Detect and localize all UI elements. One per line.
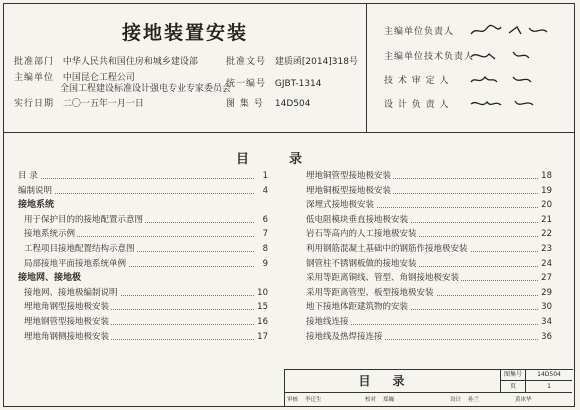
toc-item-page: 27	[539, 271, 552, 286]
signature-image	[469, 24, 559, 38]
toc-item-page: 30	[539, 300, 552, 315]
toc-item-page: 23	[539, 242, 552, 257]
title-block-signoff	[285, 393, 572, 407]
unified-number	[226, 79, 322, 90]
toc-item-title: 用于保护目的的接地配置示意图	[18, 215, 145, 225]
toc-item-title: 地下接地体距建筑物的安装	[306, 302, 409, 313]
meta-value: GJBT-1314	[274, 79, 322, 89]
toc-item[interactable]	[18, 300, 268, 315]
toc-item[interactable]	[18, 315, 268, 330]
toc-item[interactable]	[18, 184, 268, 199]
toc-left-column	[18, 169, 268, 344]
toc-item-page: 15	[255, 300, 268, 315]
toc-item-page: 8	[261, 242, 268, 257]
toc-item-page: 29	[539, 286, 552, 301]
atlas-code-label: 图集号	[501, 370, 526, 381]
toc-item-title: 接地网、接地极编制说明	[18, 288, 120, 298]
approval-dept	[14, 57, 198, 68]
toc-item[interactable]	[306, 330, 552, 345]
toc-item-title: 埋地角钢侧接地极安装	[18, 332, 111, 342]
toc-item-title: 埋地铜板型接地极安装	[306, 185, 392, 196]
toc-item-title: 钢管柱不锈钢板做的接地安装	[306, 258, 417, 269]
toc-item-title: 低电阻模块垂直接地极安装	[306, 214, 409, 225]
toc-section-heading: 接地系统	[18, 200, 55, 211]
signature-image	[469, 97, 559, 111]
toc-item-title: 接地系统示例	[18, 229, 77, 239]
toc-item-page: 10	[255, 286, 268, 301]
toc-item-title: 埋地钢管型接地极安装	[18, 317, 111, 327]
resp-row	[384, 24, 559, 38]
signature-image	[469, 73, 559, 87]
toc-item[interactable]	[306, 213, 552, 228]
toc-item-page: 16	[255, 315, 268, 330]
page-number: 1	[526, 381, 572, 393]
meta-key: 批准文号	[226, 57, 267, 67]
toc-item[interactable]	[18, 242, 268, 257]
toc-item[interactable]	[18, 227, 268, 242]
title-block	[284, 369, 573, 407]
toc-item[interactable]	[306, 169, 552, 184]
resp-label: 主编单位技术负责人	[384, 51, 475, 62]
toc-item[interactable]	[306, 300, 552, 315]
document-title: 接地装置安装	[121, 22, 248, 44]
toc-item-page: 20	[539, 198, 552, 213]
toc-item[interactable]	[18, 169, 268, 184]
toc-item-page: 22	[539, 227, 552, 242]
header	[4, 4, 574, 133]
toc-item[interactable]	[18, 330, 268, 345]
toc-item[interactable]	[306, 242, 552, 257]
toc-item-page: 34	[539, 315, 552, 330]
toc-item[interactable]	[306, 257, 552, 272]
meta-key: 主编单位	[14, 73, 55, 83]
toc-item-page: 17	[255, 330, 268, 345]
resp-label: 主编单位负责人	[384, 26, 455, 37]
atlas-number	[226, 99, 310, 110]
toc-item[interactable]	[306, 271, 552, 286]
header-left	[4, 4, 367, 132]
toc-item-title: 接地线连接	[306, 316, 349, 327]
resp-label: 技 术 审 定 人	[384, 75, 450, 86]
signoff-name: 孙兰	[468, 397, 480, 403]
toc-item-page: 9	[261, 257, 268, 272]
toc-item-page: 19	[539, 184, 552, 199]
toc-item[interactable]	[306, 315, 552, 330]
meta-key: 图 集 号	[226, 99, 264, 109]
signoff-role: 设计	[450, 397, 462, 403]
toc-item-page: 6	[261, 213, 268, 228]
editor-unit	[14, 73, 231, 95]
meta-value: 建质函[2014]318号	[274, 57, 358, 67]
meta-value: 中华人民共和国住房和城乡建设部	[62, 57, 198, 67]
toc-item-title: 采用等距离管型、板型接地极安装	[306, 287, 434, 298]
toc-item-page: 21	[539, 213, 552, 228]
toc-item-page: 4	[261, 184, 268, 199]
resp-row	[384, 49, 559, 63]
toc-item[interactable]	[306, 184, 552, 199]
effective-date	[14, 99, 144, 110]
atlas-code: 14D504	[526, 370, 572, 381]
toc-item-page: 36	[539, 330, 552, 345]
meta-value-2: 全国工程建设标准设计强电专业专家委员会	[60, 84, 232, 94]
toc-item-page: 24	[539, 257, 552, 272]
toc-section-heading: 接地网、接地极	[18, 273, 82, 284]
signoff-name: 黄冰华	[515, 397, 532, 403]
toc-item[interactable]	[18, 213, 268, 228]
toc-item-title: 采用等距离铜线、管型、角钢接地极安装	[306, 273, 460, 284]
toc-item[interactable]	[306, 286, 552, 301]
toc-item-title: 工程项目接地配置结构示意图	[18, 244, 137, 254]
approval-number	[226, 57, 358, 68]
toc-item[interactable]	[306, 198, 552, 213]
signoff-role: 审核	[287, 397, 299, 403]
toc-item-title: 埋地角钢型接地极安装	[18, 302, 111, 312]
toc-item-title: 编制说明	[18, 185, 53, 196]
meta-value: 二〇一五年一月一日	[62, 99, 144, 109]
toc-item-page: 1	[261, 169, 268, 184]
drawing-sheet	[3, 3, 575, 407]
toc-item[interactable]	[306, 227, 552, 242]
resp-row	[384, 97, 559, 111]
responsibility-block	[366, 4, 574, 132]
toc-item[interactable]	[18, 257, 268, 272]
toc-item-page: 7	[261, 227, 268, 242]
page-label: 页	[501, 381, 526, 393]
title-block-title: 目录	[285, 370, 501, 393]
meta-value: 14D504	[274, 99, 311, 109]
toc-item-title: 埋地铜管型接地极安装	[306, 171, 392, 181]
toc-item-title: 岩石等高内的人工接地极安装	[306, 229, 417, 240]
meta-key: 统一编号	[226, 79, 267, 89]
signature-image	[469, 49, 559, 63]
toc-item-title: 深埋式接地极安装	[306, 200, 375, 211]
meta-value: 中国昆仑工程公司	[62, 73, 135, 83]
resp-row	[384, 73, 559, 87]
toc-item-title: 接地线及热焊接连接	[306, 331, 383, 342]
toc-item-title: 目 录	[18, 171, 38, 181]
toc-item-title: 利用钢筋混凝土基础中的钢筋作接地极安装	[306, 243, 468, 254]
signoff-name: 郑巍	[383, 397, 395, 403]
toc-right-column	[306, 169, 552, 344]
meta-key: 批准部门	[14, 57, 55, 67]
toc-item-title: 局部接地平面接地系统单例	[18, 259, 128, 269]
resp-label: 设 计 负 责 人	[384, 99, 450, 110]
signoff-name: 李迁生	[305, 397, 322, 403]
toc-item-page: 18	[539, 169, 552, 184]
toc-title: 目录	[235, 152, 342, 167]
toc-item[interactable]	[18, 286, 268, 301]
meta-key: 实行日期	[14, 99, 55, 109]
signoff-role: 校对	[365, 397, 377, 403]
